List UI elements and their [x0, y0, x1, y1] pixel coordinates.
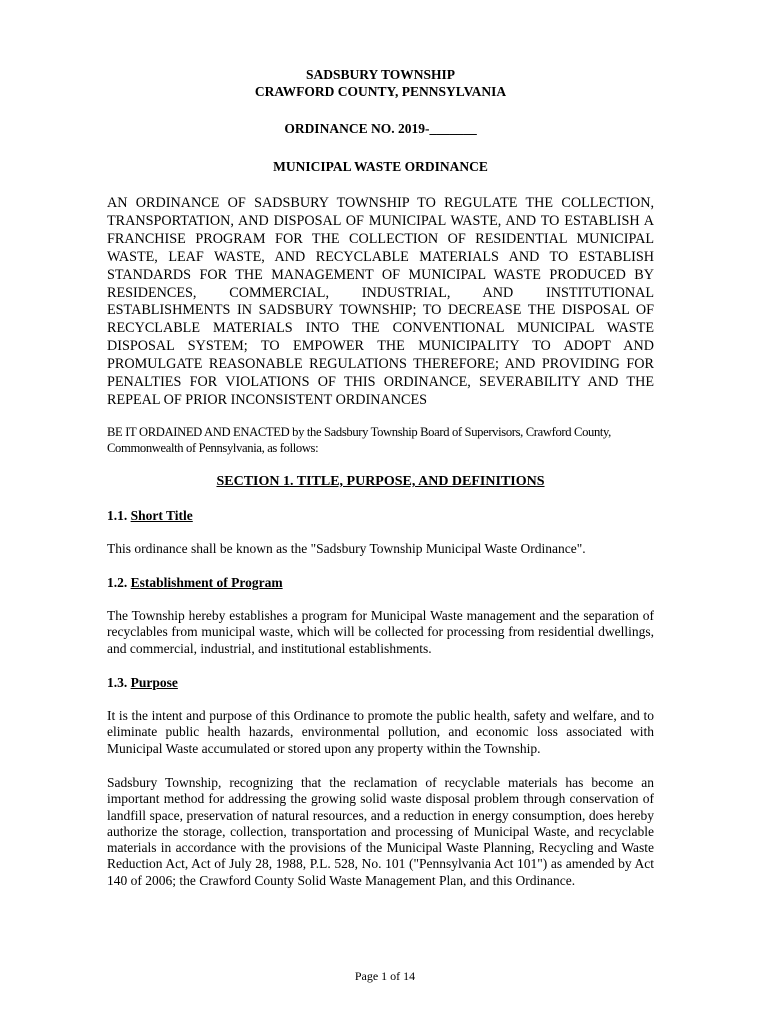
document-header	[107, 66, 654, 100]
section-1-title-text: SECTION 1. TITLE, PURPOSE, AND DEFINITIONS	[216, 473, 545, 489]
subsection-1-1-text: This ordinance shall be known as the "Sadsbury Township Municipal Waste Ordinance".	[107, 540, 586, 556]
subsection-1-1-heading	[107, 507, 654, 524]
subsection-1-2-text: The Township hereby establishes a program for Municipal Waste management and the separation of recyclables from municipal waste, which will be collected for processing from residential dwellings, and commercial, industrial, and institutional establishments.	[107, 608, 654, 656]
subsection-1-2-heading	[107, 574, 654, 591]
subsection-1-3-text-2: Sadsbury Township, recognizing that the reclamation of recyclable materials has become an important method for addressing the growing solid waste disposal problem through conservation of landfill space, preservation of natural resources, and a reduction in energy consumption, does hereby authorize the storage, collection, transportation and processing of Municipal Waste, and recyclable materials in accordance with the provisions of the Municipal Waste Planning, Recycling and Waste Reduction Act, Act of July 28, 1988, P.L. 528, No. 101 ("Pennsylvania Act 101") as amended by Act 140 of 2006; the Crawford County Solid Waste Management Plan, and this Ordinance.	[107, 774, 654, 888]
subsection-title: Purpose	[130, 675, 178, 691]
subsection-number: 1.2.	[107, 575, 128, 591]
subsection-title: Short Title	[130, 507, 193, 523]
subsection-number: 1.3.	[107, 675, 128, 691]
township-name: SADSBURY TOWNSHIP	[306, 67, 455, 82]
subsection-number: 1.1.	[107, 507, 128, 523]
page-number: Page 1 of 14	[354, 969, 416, 983]
ordinance-title: MUNICIPAL WASTE ORDINANCE	[273, 159, 488, 174]
subsection-1-3-text-1: It is the intent and purpose of this Ordinance to promote the public health, safety and welfare, and to eliminate public health hazards, environmental pollution, and economic loss associated with Municipal Waste accumulated or stored upon any property within the Township.	[107, 708, 654, 756]
document-body	[107, 66, 654, 889]
ordinance-number: ORDINANCE NO. 2019-_______	[284, 121, 477, 136]
section-1-title	[107, 473, 654, 490]
enactment-clause: BE IT ORDAINED AND ENACTED by the Sadsbury Township Board of Supervisors, Crawford County, Commonwealth of Pennsylvania, as follows:	[107, 424, 611, 455]
county-state: CRAWFORD COUNTY, PENNSYLVANIA	[254, 84, 507, 99]
subsection-1-3-heading	[107, 674, 654, 691]
subsection-title: Establishment of Program	[130, 575, 283, 591]
preamble-paragraph: AN ORDINANCE OF SADSBURY TOWNSHIP TO REGULATE THE COLLECTION, TRANSPORTATION, AND DISPOSAL OF MUNICIPAL WASTE, AND TO ESTABLISH A FRANCHISE PROGRAM FOR THE COLLECTION OF RESIDENTIAL MUNICIPAL WASTE, LEAF WASTE, AND RECYCLABLE MATERIALS AND TO ESTABLISH STANDARDS FOR THE MANAGEMENT OF MUNICIPAL WASTE PRODUCED BY RESIDENCES, COMMERCIAL, INDUSTRIAL, AND INSTITUTIONAL ESTABLISHMENTS IN SADSBURY TOWNSHIP; TO DECREASE THE DISPOSAL OF RECYCLABLE MATERIALS INTO THE CONVENTIONAL MUNICIPAL WASTE DISPOSAL SYSTEM; TO EMPOWER THE MUNICIPALITY TO ADOPT AND PROMULGATE REASONABLE REGULATIONS THEREFORE; AND PROVIDING FOR PENALTIES FOR VIOLATIONS OF THIS ORDINANCE, SEVERABILITY AND THE REPEAL OF PRIOR INCONSISTENT ORDINANCES	[107, 195, 654, 408]
